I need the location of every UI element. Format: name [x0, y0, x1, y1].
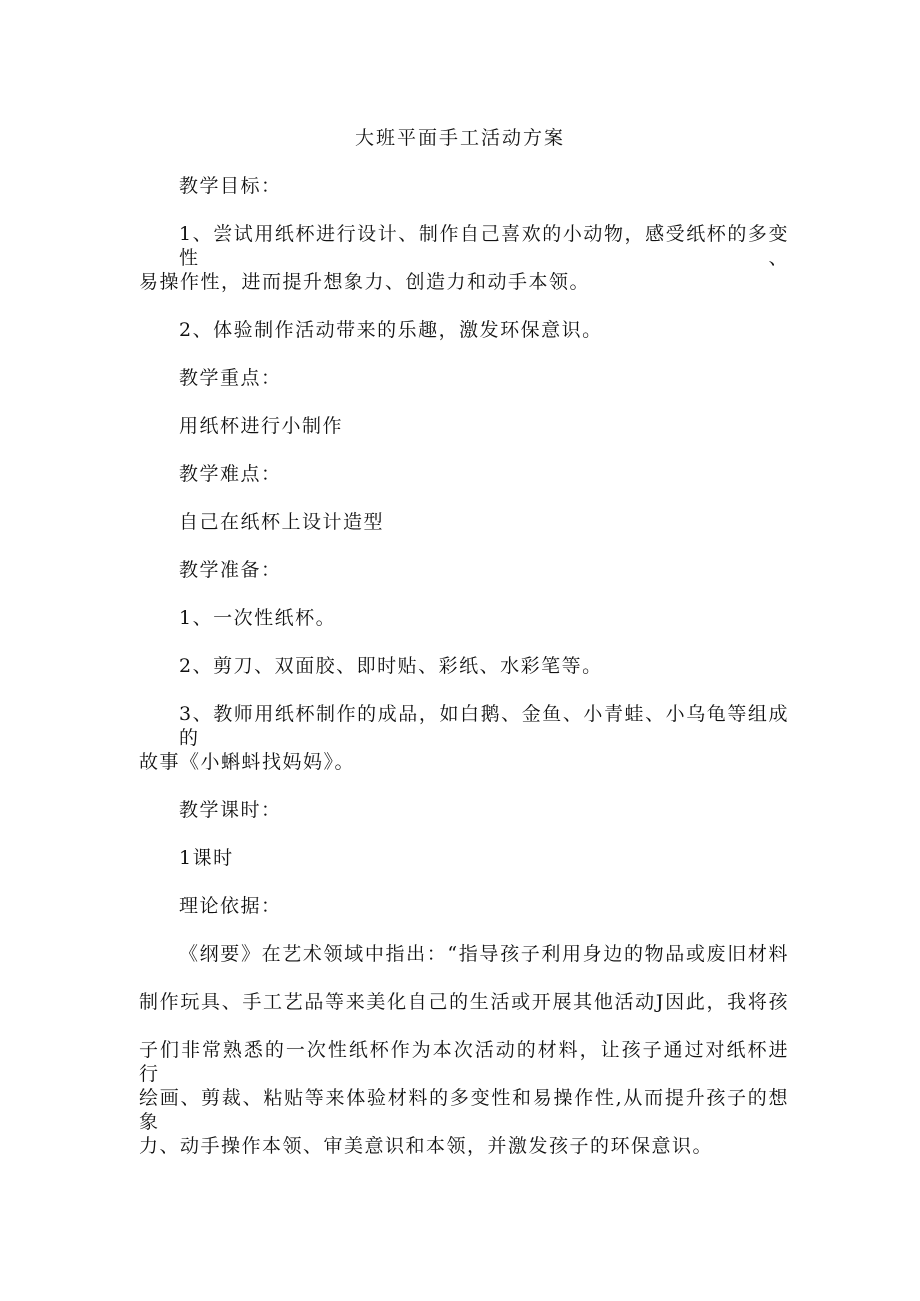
paragraph-line: 用纸杯进行小制作 — [179, 415, 344, 437]
list-item: 1、一次性纸杯。 — [179, 607, 337, 629]
document-title: 大班平面手工活动方案 — [354, 127, 565, 149]
section-heading-duration: 教学课时： — [179, 799, 282, 821]
section-heading-difficulty: 教学难点： — [179, 463, 282, 485]
paragraph-line: 绘画、剪裁、粘贴等来体验材料的多变性和易操作性,从而提升孩子的想象 — [139, 1087, 789, 1133]
paragraph-line: 子们非常熟悉的一次性纸杯作为本次活动的材料，让孩子通过对纸杯进行 — [139, 1039, 789, 1085]
paragraph-line: 1课时 — [179, 847, 234, 869]
paragraph-line: 《纲要》在艺术领域中指出：“指导孩子利用身边的物品或废旧材料 — [179, 943, 789, 965]
paragraph-line: 故事《小蝌蚪找妈妈》。 — [139, 751, 356, 773]
paragraph-line: 力、动手操作本领、审美意识和本领，并激发孩子的环保意识。 — [139, 1135, 714, 1157]
paragraph-line: 制作玩具、手工艺品等来美化自己的生活或开展其他活动J因此，我将孩 — [139, 991, 789, 1013]
section-heading-theory: 理论依据： — [179, 895, 282, 917]
list-item: 3、教师用纸杯制作的成品，如白鹅、金鱼、小青蛙、小乌龟等组成的 — [179, 703, 789, 749]
section-heading-goals: 教学目标： — [179, 175, 282, 197]
section-heading-key-point: 教学重点： — [179, 367, 282, 389]
paragraph-line: 自己在纸杯上设计造型 — [179, 511, 385, 533]
section-heading-preparation: 教学准备： — [179, 559, 282, 581]
list-item: 2、剪刀、双面胶、即时贴、彩纸、水彩笔等。 — [179, 655, 603, 677]
paragraph-line: 2、体验制作活动带来的乐趣，激发环保意识。 — [179, 319, 603, 341]
paragraph-line: 1、尝试用纸杯进行设计、制作自己喜欢的小动物，感受纸杯的多变性、 — [179, 223, 789, 269]
paragraph-line: 易操作性，进而提升想象力、创造力和动手本领。 — [139, 271, 591, 293]
